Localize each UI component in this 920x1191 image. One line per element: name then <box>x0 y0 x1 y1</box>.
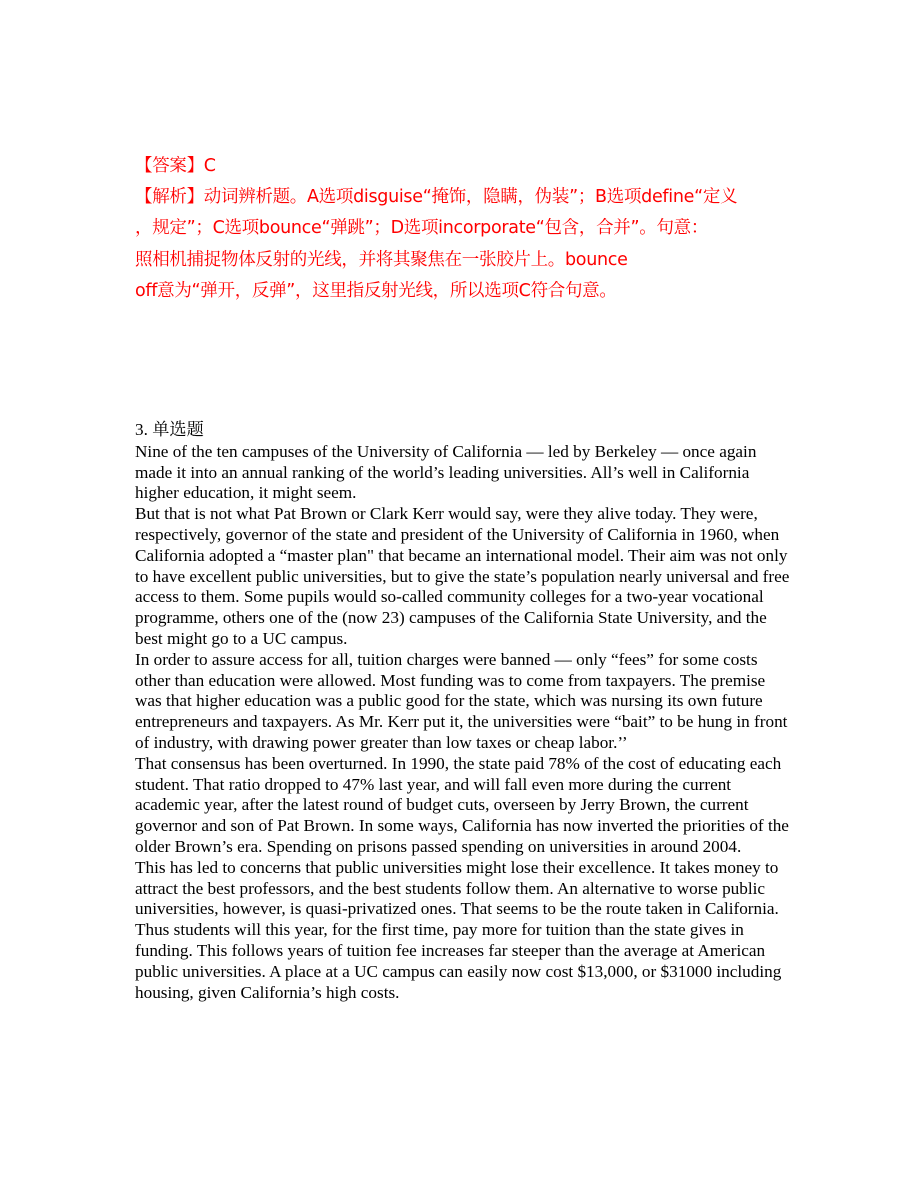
passage-paragraph-4: That consensus has been overturned. In 1990, the state paid 78% of the cost of educating each student. That ratio dropped to 47% last year, and will fall even more during the current academic year, after the latest round of budget cuts, overseen by Jerry Brown, the current governor and son of Pat Brown. In some ways, California has now inverted the priorities of the older Brown’s era. Spending on prisons passed spending on universities in around 2004. <box>135 753 789 856</box>
answer-section <box>135 151 795 307</box>
analysis-line-2: ，规定”；C选项bounce“弹跳”；D选项incorporate“包含，合并”。句意： <box>135 218 709 239</box>
passage-paragraph-3: In order to assure access for all, tuition charges were banned — only “fees” for some costs other than education were allowed. Most funding was to come from taxpayers. The premise was that higher education was a public good for the state, which was nursing its own future entrepreneurs and taxpayers. As Mr. Kerr put it, the universities were “bait” to be hung in front of industry, with drawing power greater than low taxes or cheap labor.’’ <box>135 649 788 752</box>
question-header: 3. 单选题 <box>135 420 204 439</box>
analysis-line-3: 照相机捕捉物体反射的光线，并将其聚焦在一张胶片上。bounce <box>135 249 628 270</box>
answer-line: 【答案】C <box>135 156 216 176</box>
passage-paragraph-2: But that is not what Pat Brown or Clark Kerr would say, were they alive today. They were, respectively, governor of the state and president of the University of California in 1960, when California adopted a “master plan" that became an international model. Their aim was not only to have excellent public universities, but to give the state’s population nearly universal and free access to them. Some pupils would so-called community colleges for a two-year vocational programme, others one of the (now 23) campuses of the California State University, and the best might go to a UC campus. <box>135 504 790 648</box>
analysis-line-1: 【解析】动词辨析题。A选项disguise“掩饰，隐瞒，伪装”；B选项define“定义 <box>135 187 738 208</box>
question-section <box>135 420 795 1003</box>
passage-paragraph-5: This has led to concerns that public universities might lose their excellence. It takes money to attract the best professors, and the best students follow them. An alternative to worse public universities, however, is quasi-privatized ones. That seems to be the route taken in California. <box>135 857 779 919</box>
passage-paragraph-6: Thus students will this year, for the first time, pay more for tuition than the state gives in funding. This follows years of tuition fee increases far steeper than the average at American public universities. A place at a UC campus can easily now cost $13,000, or $31000 including housing, given California’s high costs. <box>135 920 782 1002</box>
passage-paragraph-1: Nine of the ten campuses of the University of California — led by Berkeley ― once again made it into an annual ranking of the world’s leading universities. All’s well in California higher education, it might seem. <box>135 441 757 503</box>
analysis-line-4: off意为“弹开，反弹”，这里指反射光线，所以选项C符合句意。 <box>135 280 617 301</box>
